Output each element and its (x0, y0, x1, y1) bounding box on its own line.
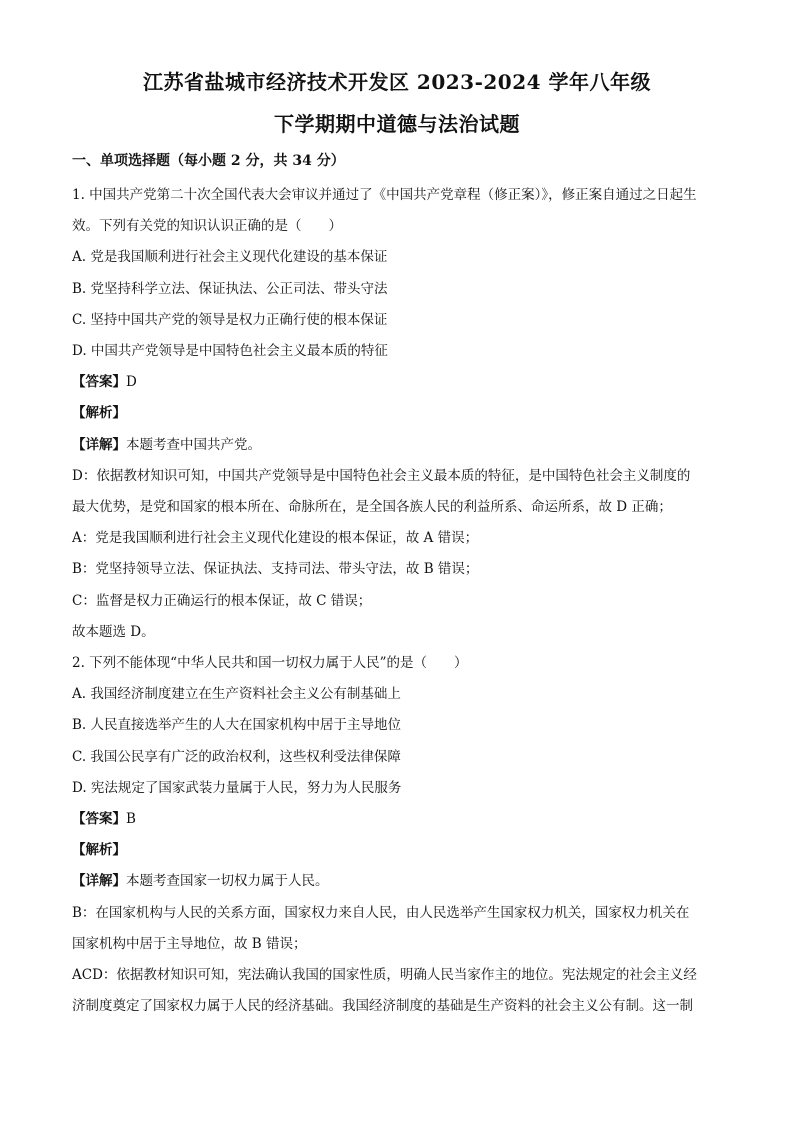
question-2-explain-line: 国家机构中居于主导地位，故 B 错误； (72, 935, 307, 952)
question-1-answer (72, 367, 722, 398)
question-2 (72, 648, 722, 1022)
question-1-option-b: B. 党坚持科学立法、保证执法、公正司法、带头守法 (72, 280, 388, 297)
question-1-stem: 1. 中国共产党第二十次全国代表大会审议并通过了《中国共产党章程（修正案）》，修正案自通过之日起生 (72, 187, 697, 203)
question-2-option-a: A. 我国经济制度建立在生产资料社会主义公有制基础上 (72, 686, 401, 703)
detail-tag: 【详解】 (72, 436, 126, 453)
question-1-explain-line: B：党坚持领导立法、保证执法、支持司法、带头守法，故 B 错误； (72, 561, 479, 578)
question-1-detail (72, 430, 722, 461)
answer-tag: 【答案】 (72, 811, 126, 828)
document-title-line1: 江苏省盐城市经济技术开发区 2023-2024 学年八年级 (142, 70, 652, 94)
answer-value: D (126, 374, 137, 391)
question-2-explain-line: ACD：依据教材知识可知，宪法确认我国的国家性质，明确人民当家作主的地位。宪法规定的社会主义经 (72, 967, 697, 984)
question-1-explain-line: 最大优势，是党和国家的根本所在、命脉所在，是全国各族人民的利益所系、命运所系，故 D 正确； (72, 499, 672, 516)
question-2-answer (72, 804, 722, 835)
question-2-option-b: B. 人民直接选举产生的人大在国家机构中居于主导地位 (72, 717, 402, 734)
question-1-analysis-tag: 【解析】 (72, 405, 126, 422)
detail-tag: 【详解】 (72, 873, 126, 890)
question-1-explain-line: C：监督是权力正确运行的根本保证，故 C 错误； (72, 592, 372, 609)
question-2-analysis-tag: 【解析】 (72, 842, 126, 859)
question-1-explain-line: D：依据教材知识可知，中国共产党领导是中国特色社会主义最本质的特征，是中国特色社会主义制度的 (72, 467, 691, 484)
question-1-stem-cont: 效。下列有关党的知识认识正确的是（ ） (72, 218, 342, 235)
answer-tag: 【答案】 (72, 374, 126, 391)
question-1-option-c: C. 坚持中国共产党的领导是权力正确行使的根本保证 (72, 311, 388, 328)
question-1-option-a: A. 党是我国顺利进行社会主义现代化建设的基本保证 (72, 249, 388, 266)
question-1-explain-line: 故本题选 D。 (72, 623, 155, 640)
question-2-detail (72, 866, 722, 897)
question-1-option-d: D. 中国共产党领导是中国特色社会主义最本质的特征 (72, 343, 388, 360)
question-2-stem: 2. 下列不能体现“中华人民共和国一切权力属于人民”的是（ ） (72, 655, 468, 672)
detail-text: 本题考查中国共产党。 (126, 436, 261, 453)
question-1 (72, 180, 722, 648)
document-title-line2: 下学期期中道德与法治试题 (274, 112, 520, 136)
question-1-explain-line: A：党是我国顺利进行社会主义现代化建设的根本保证，故 A 错误； (72, 530, 479, 547)
question-2-option-c: C. 我国公民享有广泛的政治权利，这些权利受法律保障 (72, 748, 401, 765)
question-2-explain-line: 济制度奠定了国家权力属于人民的经济基础。我国经济制度的基础是生产资料的社会主义公有制。这一制 (72, 998, 693, 1015)
answer-value: B (126, 811, 136, 828)
question-2-explain-line: B：在国家机构与人民的关系方面，国家权力来自人民，由人民选举产生国家权力机关，国家权力机关在 (72, 904, 690, 921)
detail-text: 本题考查国家一切权力属于人民。 (126, 873, 329, 890)
question-2-option-d: D. 宪法规定了国家武装力量属于人民，努力为人民服务 (72, 779, 402, 796)
section-heading: 一、单项选择题（每小题 2 分，共 34 分） (72, 153, 345, 169)
